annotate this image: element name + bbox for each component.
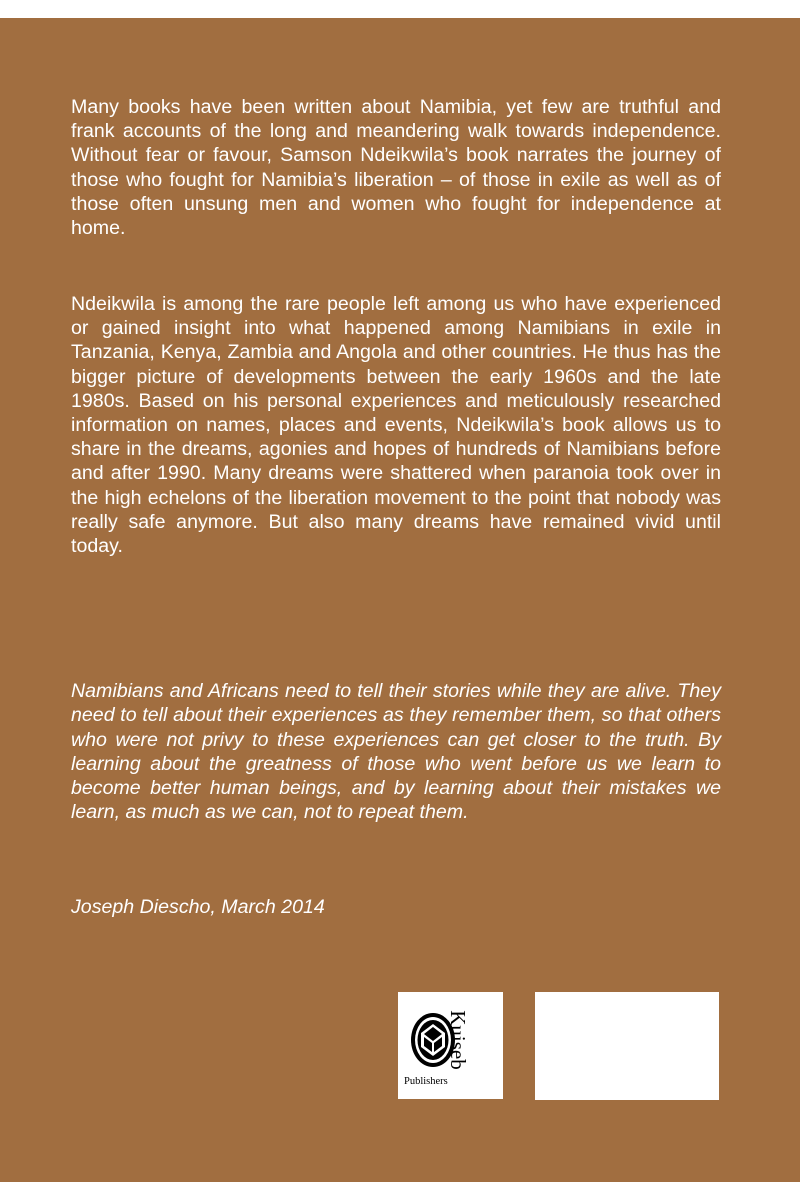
endorsement-quote: Namibians and Africans need to tell their stories while they are alive. They need to tell about their experiences as they remember them, so that others who were not privy to these experiences can get closer to the truth. By learning about the greatness of those who went before us we learn to become better human beings, and by learning about their mistakes we learn, as much as we can, not to repeat them.: [71, 680, 721, 824]
publisher-subtitle: Publishers: [404, 1076, 448, 1087]
back-cover: [0, 18, 800, 1182]
barcode-placeholder: [535, 992, 719, 1100]
blurb-paragraph-2: Ndeikwila is among the rare people left among us who have experienced or gained insight into what happened among Namibians in exile in Tanzania, Kenya, Zambia and Angola and other countries. He thus has the bigger picture of developments between the early 1960s and the late 1980s. Based on his personal experiences and meticulously researched information on names, places and events, Ndeikwila’s book allows us to share in the dreams, agonies and hopes of hundreds of Namibians before and after 1990. Many dreams were shattered when paranoia took over in the high echelons of the liberation movement to the point that nobody was really safe anymore. But also many dreams have remained vivid until today.: [71, 293, 721, 558]
publisher-name: Kuiseb: [446, 1010, 470, 1070]
publisher-logo: [398, 992, 503, 1099]
quote-attribution: Joseph Diescho, March 2014: [71, 896, 325, 918]
blurb-paragraph-1: Many books have been written about Namibia, yet few are truthful and frank accounts of the long and meandering walk towards independence. Without fear or favour, Samson Ndeikwila’s book narrates the journey of those who fought for Namibia’s liberation – of those in exile as well as of those often unsung men and women who fought for independence at home.: [71, 96, 721, 240]
